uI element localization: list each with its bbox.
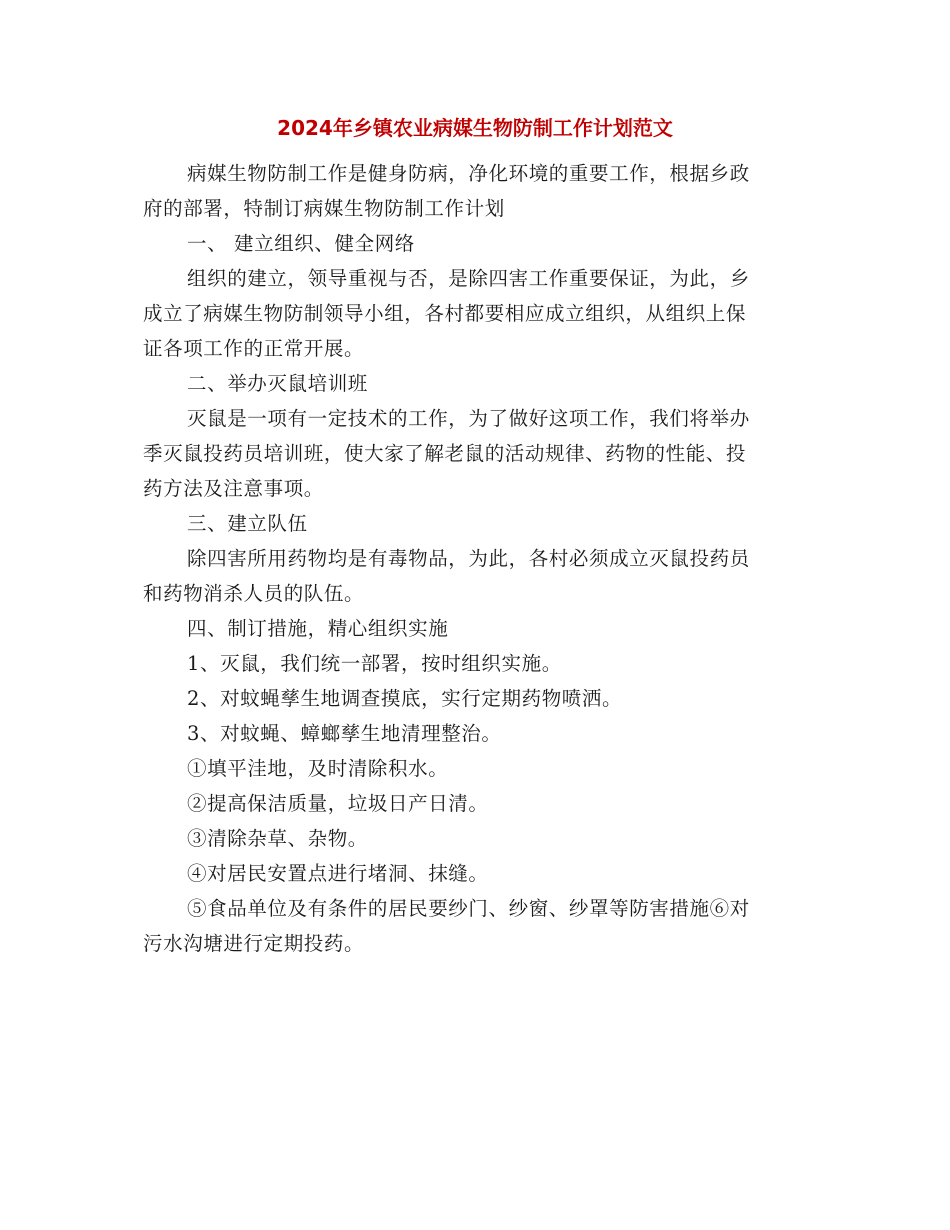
text-line: 一、 建立组织、健全网络 bbox=[187, 232, 415, 255]
text-line: 季灭鼠投药员培训班，使大家了解老鼠的活动规律、药物的性能、投 bbox=[143, 442, 747, 465]
document-title: 2024年乡镇农业病媒生物防制工作计划范文 bbox=[277, 116, 673, 140]
text-line: ①填平洼地，及时清除积水。 bbox=[187, 757, 449, 780]
text-line: 三、建立队伍 bbox=[187, 512, 308, 535]
sub-list-item bbox=[143, 786, 807, 821]
section-heading-1 bbox=[143, 226, 807, 261]
list-item bbox=[143, 681, 807, 716]
text-line: 2、对蚊蝇孳生地调查摸底，实行定期药物喷洒。 bbox=[187, 687, 623, 710]
text-line: 病媒生物防制工作是健身防病，净化环境的重要工作，根据乡政 bbox=[187, 162, 750, 185]
document-body bbox=[143, 156, 807, 961]
paragraph-section-3 bbox=[143, 541, 807, 611]
text-line: 污水沟塘进行定期投药。 bbox=[143, 932, 365, 955]
section-heading-2 bbox=[143, 366, 807, 401]
text-line: 药方法及注意事项。 bbox=[143, 477, 324, 500]
sub-list-item bbox=[143, 751, 807, 786]
text-line: 除四害所用药物均是有毒物品，为此，各村必须成立灭鼠投药员 bbox=[187, 547, 750, 570]
sub-list-item bbox=[143, 891, 807, 961]
text-line: 证各项工作的正常开展。 bbox=[143, 337, 365, 360]
sub-list-item bbox=[143, 856, 807, 891]
paragraph-intro bbox=[143, 156, 807, 226]
text-line: 组织的建立，领导重视与否，是除四害工作重要保证，为此，乡 bbox=[187, 267, 750, 290]
paragraph-section-1 bbox=[143, 261, 807, 366]
sub-list-item bbox=[143, 821, 807, 856]
text-line: ⑤食品单位及有条件的居民要纱门、纱窗、纱罩等防害措施⑥对 bbox=[187, 897, 750, 920]
paragraph-section-2 bbox=[143, 401, 807, 506]
text-line: 3、对蚊蝇、蟑螂孳生地清理整治。 bbox=[187, 722, 502, 745]
section-heading-3 bbox=[143, 506, 807, 541]
list-item bbox=[143, 646, 807, 681]
text-line: ②提高保洁质量，垃圾日产日清。 bbox=[187, 792, 489, 815]
list-item bbox=[143, 716, 807, 751]
text-line: 府的部署，特制订病媒生物防制工作计划 bbox=[143, 197, 505, 220]
text-line: 二、举办灭鼠培训班 bbox=[187, 372, 368, 395]
text-line: 四、制订措施，精心组织实施 bbox=[187, 617, 449, 640]
text-line: 成立了病媒生物防制领导小组，各村都要相应成立组织，从组织上保 bbox=[143, 302, 747, 325]
text-line: 和药物消杀人员的队伍。 bbox=[143, 582, 365, 605]
text-line: 1、灭鼠，我们统一部署，按时组织实施。 bbox=[187, 652, 562, 675]
text-line: ③清除杂草、杂物。 bbox=[187, 827, 368, 850]
section-heading-4 bbox=[143, 611, 807, 646]
text-line: 灭鼠是一项有一定技术的工作，为了做好这项工作，我们将举办 bbox=[187, 407, 750, 430]
text-line: ④对居民安置点进行堵洞、抹缝。 bbox=[187, 862, 489, 885]
